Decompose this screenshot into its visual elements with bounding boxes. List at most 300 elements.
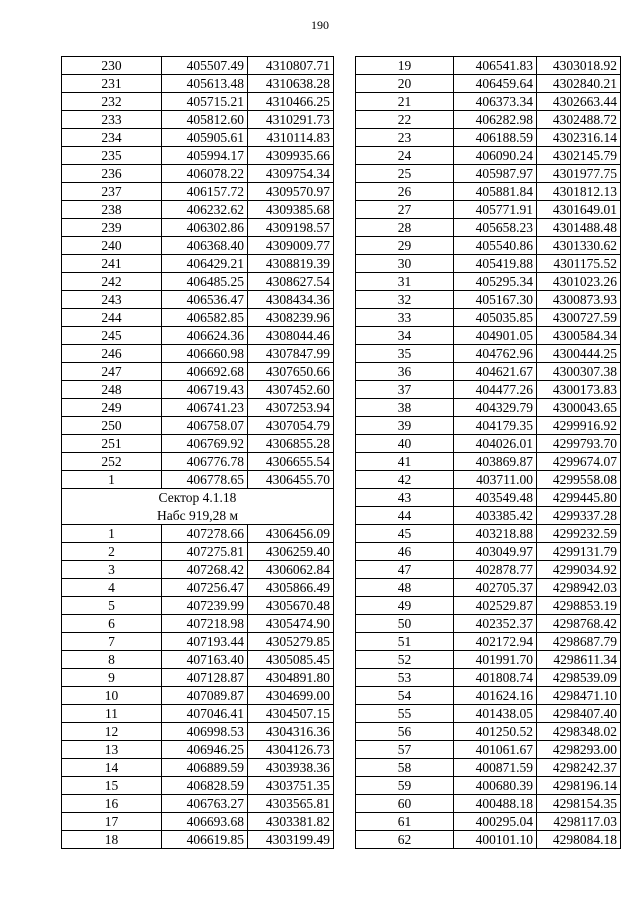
point-number-cell: 45: [356, 525, 454, 543]
x-coordinate-cell: 406459.64: [454, 75, 537, 93]
point-number-cell: 248: [62, 381, 162, 399]
y-coordinate-cell: 4303381.82: [248, 812, 334, 830]
point-number-cell: 16: [62, 794, 162, 812]
x-coordinate-cell: 406769.92: [162, 435, 248, 453]
y-coordinate-cell: 4304507.15: [248, 704, 334, 722]
x-coordinate-cell: 404621.67: [454, 363, 537, 381]
y-coordinate-cell: 4298407.40: [537, 705, 621, 723]
x-coordinate-cell: 406946.25: [162, 740, 248, 758]
y-coordinate-cell: 4299034.92: [537, 561, 621, 579]
point-number-cell: 49: [356, 597, 454, 615]
table-row: [62, 435, 334, 453]
table-row: [356, 579, 621, 597]
table-row: [62, 614, 334, 632]
table-row: [62, 542, 334, 560]
point-number-cell: 53: [356, 669, 454, 687]
y-coordinate-cell: 4298942.03: [537, 579, 621, 597]
y-coordinate-cell: 4300173.83: [537, 381, 621, 399]
y-coordinate-cell: 4301649.01: [537, 201, 621, 219]
y-coordinate-cell: 4303018.92: [537, 57, 621, 75]
x-coordinate-cell: 401250.52: [454, 723, 537, 741]
table-row: [62, 255, 334, 273]
point-number-cell: 61: [356, 813, 454, 831]
y-coordinate-cell: 4302663.44: [537, 93, 621, 111]
x-coordinate-cell: 406998.53: [162, 722, 248, 740]
y-coordinate-cell: 4308819.39: [248, 255, 334, 273]
table-row: [62, 596, 334, 614]
x-coordinate-cell: 405905.61: [162, 129, 248, 147]
y-coordinate-cell: 4303751.35: [248, 776, 334, 794]
x-coordinate-cell: 401991.70: [454, 651, 537, 669]
y-coordinate-cell: 4304126.73: [248, 740, 334, 758]
x-coordinate-cell: 406692.68: [162, 363, 248, 381]
table-row: [62, 812, 334, 830]
point-number-cell: 8: [62, 650, 162, 668]
y-coordinate-cell: 4302488.72: [537, 111, 621, 129]
y-coordinate-cell: 4300043.65: [537, 399, 621, 417]
y-coordinate-cell: 4300307.38: [537, 363, 621, 381]
point-number-cell: 1: [62, 524, 162, 542]
table-row: [62, 327, 334, 345]
point-number-cell: 6: [62, 614, 162, 632]
point-number-cell: 5: [62, 596, 162, 614]
x-coordinate-cell: 406541.83: [454, 57, 537, 75]
y-coordinate-cell: 4306855.28: [248, 435, 334, 453]
x-coordinate-cell: 407163.40: [162, 650, 248, 668]
point-number-cell: 7: [62, 632, 162, 650]
point-number-cell: 242: [62, 273, 162, 291]
x-coordinate-cell: 406232.62: [162, 201, 248, 219]
x-coordinate-cell: 403049.97: [454, 543, 537, 561]
y-coordinate-cell: 4307847.99: [248, 345, 334, 363]
y-coordinate-cell: 4304891.80: [248, 668, 334, 686]
table-row: [356, 435, 621, 453]
point-number-cell: 236: [62, 165, 162, 183]
y-coordinate-cell: 4310638.28: [248, 75, 334, 93]
y-coordinate-cell: 4306062.84: [248, 560, 334, 578]
table-row: [62, 453, 334, 471]
point-number-cell: 4: [62, 578, 162, 596]
point-number-cell: 27: [356, 201, 454, 219]
y-coordinate-cell: 4300727.59: [537, 309, 621, 327]
y-coordinate-cell: 4299916.92: [537, 417, 621, 435]
x-coordinate-cell: 401808.74: [454, 669, 537, 687]
x-coordinate-cell: 406776.78: [162, 453, 248, 471]
x-coordinate-cell: 407256.47: [162, 578, 248, 596]
table-row: [356, 813, 621, 831]
x-coordinate-cell: 404329.79: [454, 399, 537, 417]
point-number-cell: 239: [62, 219, 162, 237]
x-coordinate-cell: 404179.35: [454, 417, 537, 435]
table-row: [62, 291, 334, 309]
point-number-cell: 36: [356, 363, 454, 381]
table-row: [62, 399, 334, 417]
x-coordinate-cell: 407239.99: [162, 596, 248, 614]
table-row: [356, 363, 621, 381]
x-coordinate-cell: 407046.41: [162, 704, 248, 722]
point-number-cell: 14: [62, 758, 162, 776]
table-row: [356, 471, 621, 489]
point-number-cell: 62: [356, 831, 454, 849]
section-header-row: [62, 506, 334, 524]
y-coordinate-cell: 4298348.02: [537, 723, 621, 741]
point-number-cell: 35: [356, 345, 454, 363]
point-number-cell: 38: [356, 399, 454, 417]
y-coordinate-cell: 4303199.49: [248, 830, 334, 848]
table-row: [356, 633, 621, 651]
x-coordinate-cell: 406582.85: [162, 309, 248, 327]
y-coordinate-cell: 4305670.48: [248, 596, 334, 614]
x-coordinate-cell: 406778.65: [162, 471, 248, 489]
y-coordinate-cell: 4310114.83: [248, 129, 334, 147]
point-number-cell: 43: [356, 489, 454, 507]
point-number-cell: 241: [62, 255, 162, 273]
x-coordinate-cell: 400680.39: [454, 777, 537, 795]
y-coordinate-cell: 4307054.79: [248, 417, 334, 435]
x-coordinate-cell: 406660.98: [162, 345, 248, 363]
x-coordinate-cell: 405507.49: [162, 57, 248, 75]
y-coordinate-cell: 4303565.81: [248, 794, 334, 812]
table-row: [356, 219, 621, 237]
x-coordinate-cell: 406188.59: [454, 129, 537, 147]
point-number-cell: 25: [356, 165, 454, 183]
table-row: [62, 578, 334, 596]
table-row: [356, 525, 621, 543]
x-coordinate-cell: 405419.88: [454, 255, 537, 273]
table-row: [356, 345, 621, 363]
y-coordinate-cell: 4300584.34: [537, 327, 621, 345]
table-row: [356, 75, 621, 93]
y-coordinate-cell: 4309385.68: [248, 201, 334, 219]
table-row: [356, 147, 621, 165]
point-number-cell: 32: [356, 291, 454, 309]
x-coordinate-cell: 405613.48: [162, 75, 248, 93]
table-row: [356, 759, 621, 777]
y-coordinate-cell: 4298196.14: [537, 777, 621, 795]
x-coordinate-cell: 406373.34: [454, 93, 537, 111]
point-number-cell: 252: [62, 453, 162, 471]
point-number-cell: 240: [62, 237, 162, 255]
y-coordinate-cell: 4310291.73: [248, 111, 334, 129]
y-coordinate-cell: 4310466.25: [248, 93, 334, 111]
point-number-cell: 234: [62, 129, 162, 147]
x-coordinate-cell: 405987.97: [454, 165, 537, 183]
x-coordinate-cell: 405540.86: [454, 237, 537, 255]
x-coordinate-cell: 407278.66: [162, 524, 248, 542]
table-row: [62, 57, 334, 75]
point-number-cell: 39: [356, 417, 454, 435]
x-coordinate-cell: 406763.27: [162, 794, 248, 812]
table-row: [356, 165, 621, 183]
section-subtitle: Набс 919,28 м: [62, 506, 334, 524]
y-coordinate-cell: 4304316.36: [248, 722, 334, 740]
table-row: [356, 201, 621, 219]
point-number-cell: 59: [356, 777, 454, 795]
table-row: [356, 597, 621, 615]
x-coordinate-cell: 403385.42: [454, 507, 537, 525]
table-row: [62, 345, 334, 363]
point-number-cell: 17: [62, 812, 162, 830]
y-coordinate-cell: 4299131.79: [537, 543, 621, 561]
point-number-cell: 34: [356, 327, 454, 345]
x-coordinate-cell: 403549.48: [454, 489, 537, 507]
point-number-cell: 21: [356, 93, 454, 111]
table-row: [356, 255, 621, 273]
table-row: [356, 795, 621, 813]
point-number-cell: 40: [356, 435, 454, 453]
table-row: [356, 507, 621, 525]
point-number-cell: 249: [62, 399, 162, 417]
point-number-cell: 9: [62, 668, 162, 686]
x-coordinate-cell: 400488.18: [454, 795, 537, 813]
table-row: [62, 668, 334, 686]
point-number-cell: 33: [356, 309, 454, 327]
point-number-cell: 231: [62, 75, 162, 93]
y-coordinate-cell: 4298293.00: [537, 741, 621, 759]
point-number-cell: 245: [62, 327, 162, 345]
y-coordinate-cell: 4298853.19: [537, 597, 621, 615]
point-number-cell: 18: [62, 830, 162, 848]
table-row: [62, 273, 334, 291]
point-number-cell: 50: [356, 615, 454, 633]
y-coordinate-cell: 4301812.13: [537, 183, 621, 201]
x-coordinate-cell: 400871.59: [454, 759, 537, 777]
table-row: [356, 669, 621, 687]
y-coordinate-cell: 4299337.28: [537, 507, 621, 525]
table-row: [62, 129, 334, 147]
table-row: [356, 183, 621, 201]
x-coordinate-cell: 406624.36: [162, 327, 248, 345]
y-coordinate-cell: 4308627.54: [248, 273, 334, 291]
right-coordinates-table: [355, 56, 621, 849]
y-coordinate-cell: 4299558.08: [537, 471, 621, 489]
table-row: [62, 686, 334, 704]
y-coordinate-cell: 4306456.09: [248, 524, 334, 542]
y-coordinate-cell: 4298084.18: [537, 831, 621, 849]
table-row: [356, 561, 621, 579]
table-row: [356, 741, 621, 759]
table-row: [356, 111, 621, 129]
x-coordinate-cell: 401061.67: [454, 741, 537, 759]
y-coordinate-cell: 4298768.42: [537, 615, 621, 633]
point-number-cell: 51: [356, 633, 454, 651]
y-coordinate-cell: 4309935.66: [248, 147, 334, 165]
point-number-cell: 54: [356, 687, 454, 705]
x-coordinate-cell: 407193.44: [162, 632, 248, 650]
point-number-cell: 2: [62, 542, 162, 560]
point-number-cell: 244: [62, 309, 162, 327]
point-number-cell: 41: [356, 453, 454, 471]
y-coordinate-cell: 4299232.59: [537, 525, 621, 543]
point-number-cell: 19: [356, 57, 454, 75]
table-row: [356, 723, 621, 741]
y-coordinate-cell: 4309570.97: [248, 183, 334, 201]
y-coordinate-cell: 4304699.00: [248, 686, 334, 704]
table-row: [62, 417, 334, 435]
table-row: [356, 57, 621, 75]
table-row: [62, 219, 334, 237]
point-number-cell: 1: [62, 471, 162, 489]
section-title: Сектор 4.1.18: [62, 489, 334, 507]
table-row: [356, 93, 621, 111]
y-coordinate-cell: 4307253.94: [248, 399, 334, 417]
point-number-cell: 37: [356, 381, 454, 399]
point-number-cell: 246: [62, 345, 162, 363]
table-row: [356, 687, 621, 705]
table-row: [62, 183, 334, 201]
y-coordinate-cell: 4305279.85: [248, 632, 334, 650]
y-coordinate-cell: 4302316.14: [537, 129, 621, 147]
y-coordinate-cell: 4303938.36: [248, 758, 334, 776]
x-coordinate-cell: 406619.85: [162, 830, 248, 848]
x-coordinate-cell: 401624.16: [454, 687, 537, 705]
x-coordinate-cell: 406485.25: [162, 273, 248, 291]
point-number-cell: 47: [356, 561, 454, 579]
table-row: [356, 327, 621, 345]
x-coordinate-cell: 407268.42: [162, 560, 248, 578]
table-row: [62, 524, 334, 542]
y-coordinate-cell: 4306655.54: [248, 453, 334, 471]
y-coordinate-cell: 4302145.79: [537, 147, 621, 165]
x-coordinate-cell: 405167.30: [454, 291, 537, 309]
point-number-cell: 237: [62, 183, 162, 201]
x-coordinate-cell: 400295.04: [454, 813, 537, 831]
x-coordinate-cell: 406429.21: [162, 255, 248, 273]
x-coordinate-cell: 403218.88: [454, 525, 537, 543]
table-row: [356, 417, 621, 435]
point-number-cell: 30: [356, 255, 454, 273]
point-number-cell: 11: [62, 704, 162, 722]
y-coordinate-cell: 4305085.45: [248, 650, 334, 668]
x-coordinate-cell: 402352.37: [454, 615, 537, 633]
point-number-cell: 48: [356, 579, 454, 597]
point-number-cell: 12: [62, 722, 162, 740]
x-coordinate-cell: 405994.17: [162, 147, 248, 165]
point-number-cell: 24: [356, 147, 454, 165]
table-row: [62, 309, 334, 327]
point-number-cell: 247: [62, 363, 162, 381]
table-row: [356, 237, 621, 255]
table-row: [62, 381, 334, 399]
table-row: [62, 560, 334, 578]
table-row: [356, 399, 621, 417]
x-coordinate-cell: 406302.86: [162, 219, 248, 237]
point-number-cell: 250: [62, 417, 162, 435]
table-row: [356, 309, 621, 327]
y-coordinate-cell: 4310807.71: [248, 57, 334, 75]
point-number-cell: 238: [62, 201, 162, 219]
point-number-cell: 26: [356, 183, 454, 201]
y-coordinate-cell: 4298539.09: [537, 669, 621, 687]
table-row: [356, 453, 621, 471]
x-coordinate-cell: 406828.59: [162, 776, 248, 794]
point-number-cell: 10: [62, 686, 162, 704]
point-number-cell: 13: [62, 740, 162, 758]
table-row: [356, 777, 621, 795]
point-number-cell: 232: [62, 93, 162, 111]
y-coordinate-cell: 4298611.34: [537, 651, 621, 669]
point-number-cell: 60: [356, 795, 454, 813]
y-coordinate-cell: 4301330.62: [537, 237, 621, 255]
y-coordinate-cell: 4307650.66: [248, 363, 334, 381]
y-coordinate-cell: 4309198.57: [248, 219, 334, 237]
point-number-cell: 44: [356, 507, 454, 525]
x-coordinate-cell: 406157.72: [162, 183, 248, 201]
x-coordinate-cell: 403869.87: [454, 453, 537, 471]
x-coordinate-cell: 407128.87: [162, 668, 248, 686]
y-coordinate-cell: 4301977.75: [537, 165, 621, 183]
table-row: [62, 471, 334, 489]
x-coordinate-cell: 405881.84: [454, 183, 537, 201]
point-number-cell: 57: [356, 741, 454, 759]
point-number-cell: 42: [356, 471, 454, 489]
table-row: [356, 615, 621, 633]
point-number-cell: 251: [62, 435, 162, 453]
point-number-cell: 56: [356, 723, 454, 741]
point-number-cell: 28: [356, 219, 454, 237]
point-number-cell: 55: [356, 705, 454, 723]
y-coordinate-cell: 4302840.21: [537, 75, 621, 93]
x-coordinate-cell: 407089.87: [162, 686, 248, 704]
table-row: [356, 273, 621, 291]
y-coordinate-cell: 4306259.40: [248, 542, 334, 560]
y-coordinate-cell: 4308239.96: [248, 309, 334, 327]
x-coordinate-cell: 406078.22: [162, 165, 248, 183]
x-coordinate-cell: 402878.77: [454, 561, 537, 579]
table-row: [356, 489, 621, 507]
table-row: [62, 704, 334, 722]
table-row: [62, 632, 334, 650]
point-number-cell: 58: [356, 759, 454, 777]
y-coordinate-cell: 4308434.36: [248, 291, 334, 309]
point-number-cell: 29: [356, 237, 454, 255]
x-coordinate-cell: 406889.59: [162, 758, 248, 776]
table-row: [356, 291, 621, 309]
y-coordinate-cell: 4300873.93: [537, 291, 621, 309]
point-number-cell: 243: [62, 291, 162, 309]
point-number-cell: 15: [62, 776, 162, 794]
y-coordinate-cell: 4298687.79: [537, 633, 621, 651]
y-coordinate-cell: 4305866.49: [248, 578, 334, 596]
point-number-cell: 20: [356, 75, 454, 93]
table-row: [62, 165, 334, 183]
page-number: 190: [311, 18, 329, 32]
y-coordinate-cell: 4307452.60: [248, 381, 334, 399]
x-coordinate-cell: 402172.94: [454, 633, 537, 651]
x-coordinate-cell: 406758.07: [162, 417, 248, 435]
x-coordinate-cell: 401438.05: [454, 705, 537, 723]
table-row: [356, 831, 621, 849]
y-coordinate-cell: 4298471.10: [537, 687, 621, 705]
x-coordinate-cell: 406536.47: [162, 291, 248, 309]
table-row: [356, 543, 621, 561]
x-coordinate-cell: 405771.91: [454, 201, 537, 219]
table-row: [62, 147, 334, 165]
x-coordinate-cell: 405295.34: [454, 273, 537, 291]
x-coordinate-cell: 404477.26: [454, 381, 537, 399]
y-coordinate-cell: 4305474.90: [248, 614, 334, 632]
x-coordinate-cell: 406719.43: [162, 381, 248, 399]
table-row: [62, 93, 334, 111]
point-number-cell: 52: [356, 651, 454, 669]
x-coordinate-cell: 404901.05: [454, 327, 537, 345]
y-coordinate-cell: 4298242.37: [537, 759, 621, 777]
x-coordinate-cell: 404762.96: [454, 345, 537, 363]
table-row: [356, 705, 621, 723]
x-coordinate-cell: 405035.85: [454, 309, 537, 327]
point-number-cell: 230: [62, 57, 162, 75]
table-row: [62, 776, 334, 794]
